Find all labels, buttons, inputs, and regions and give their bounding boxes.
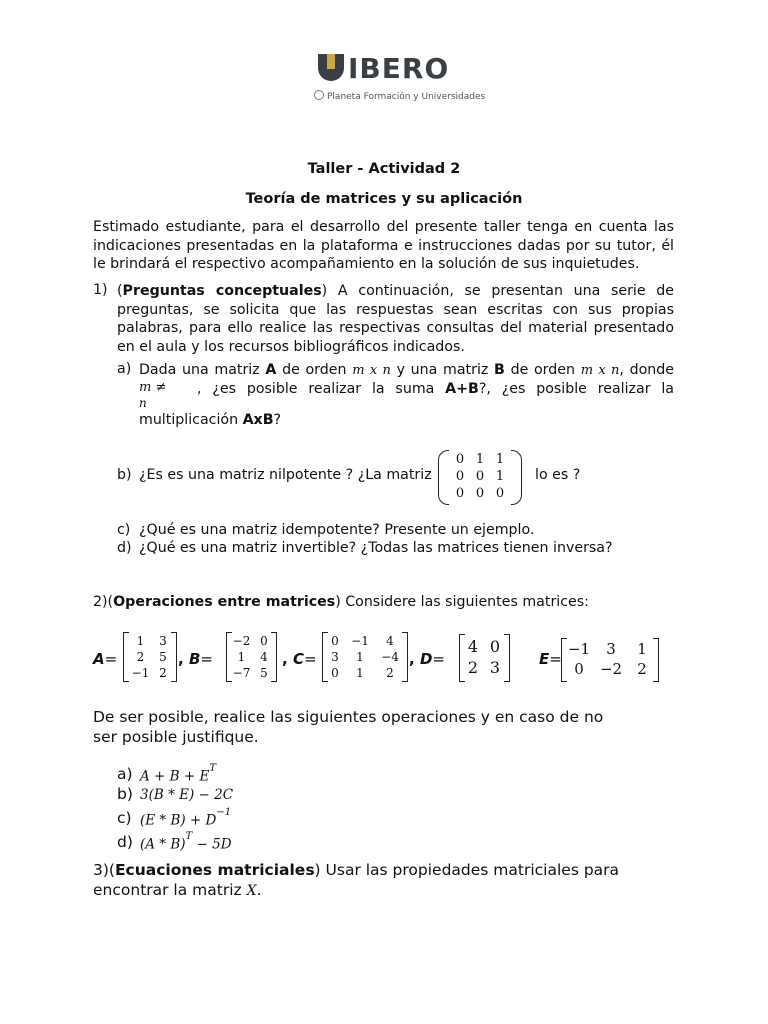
matrix-b (226, 632, 277, 682)
nilpotent-matrix-cell-0-1: 1 (475, 452, 485, 467)
matrix-e-cell-0-0: −1 (567, 640, 591, 658)
matrix-b-cell-0-0: −2 (232, 634, 251, 648)
matrix-d-label: , D= (409, 650, 445, 668)
matrix-c-cell-1-2: −4 (381, 650, 399, 664)
matrix-c-cell-0-1: −1 (351, 634, 369, 648)
matrix-a-cell-1-0: 2 (136, 650, 145, 664)
matrix-b-cell-1-1: 4 (260, 650, 268, 664)
matrix-c-label: , C= (282, 650, 317, 668)
logo-tagline: Planeta Formación y Universidades (314, 90, 485, 102)
section3-heading: 3)(Ecuaciones matriciales) Usar las propiedades matriciales para (93, 861, 620, 879)
section2-heading: 2)(Operaciones entre matrices) Considere las siguientes matrices: (93, 594, 589, 610)
intro-paragraph: Estimado estudiante, para el desarrollo del presente taller tenga en cuenta las indicaciones presentadas en la plataforma e instrucciones dadas por su tutor, él le brindará el respectivo acompañamiento en la solución de sus inquietudes. (93, 219, 674, 272)
matrix-c-cell-2-1: 1 (356, 666, 364, 680)
left-paren (438, 450, 449, 505)
matrix-b-cell-0-1: 0 (260, 634, 268, 648)
matrix-c-cell-2-2: 2 (386, 666, 394, 680)
logo-brand: IBERO (348, 52, 450, 85)
matrix-b-cell-2-0: −7 (232, 666, 251, 680)
q1a-line2: , ¿es posible realizar la suma A+B?, ¿es posible realizar la (197, 381, 674, 397)
nilpotent-matrix (438, 450, 522, 505)
matrix-d (459, 634, 510, 682)
operation-label: a) (117, 765, 133, 783)
matrix-e-cell-1-2: 2 (637, 660, 647, 678)
matrix-e-cell-0-1: 3 (606, 640, 616, 658)
matrix-a-cell-0-0: 1 (136, 634, 145, 648)
nilpotent-matrix-cell-2-0: 0 (455, 486, 465, 501)
q1c-label: c) (117, 522, 131, 538)
operation-expression: $A + B + E^T$ (140, 763, 216, 785)
matrix-d-cell-0-1: 0 (489, 637, 501, 656)
matrix-a-cell-2-1: 2 (159, 666, 167, 680)
operation-expression: 3(B * E) − 2C (140, 787, 234, 803)
matrix-b-label: , B= (178, 650, 213, 668)
matrix-e (561, 638, 659, 682)
matrix-c-cell-1-0: 3 (331, 650, 339, 664)
q1b-text: ¿Es es una matriz nilpotente ? ¿La matriz (139, 467, 432, 483)
matrix-b-cell-1-0: 1 (237, 650, 246, 664)
matrix-c-cell-0-0: 0 (331, 634, 339, 648)
right-paren (511, 450, 522, 505)
page-subtitle: Teoría de matrices y su aplicación (245, 191, 523, 207)
q1a-line3: multiplicación AxB? (139, 412, 282, 428)
q1a-neq: m ≠ (139, 380, 167, 395)
operation-expression: $(E * B) + D^{-1}$ (140, 807, 232, 829)
q1d-text: ¿Qué es una matriz invertible? ¿Todas las matrices tienen inversa? (139, 540, 613, 556)
nilpotent-matrix-grid (438, 450, 522, 504)
q1d-label: d) (117, 540, 132, 556)
matrix-e-label: E= (539, 650, 562, 668)
matrix-e-cell-1-1: −2 (599, 660, 623, 678)
matrix-a-label: A= (93, 650, 118, 668)
matrix-d-cell-1-0: 2 (467, 658, 479, 677)
matrix-c-cell-0-2: 4 (386, 634, 394, 648)
nilpotent-matrix-cell-0-0: 0 (455, 452, 465, 467)
matrix-d-cell-0-0: 4 (467, 637, 479, 656)
q1a-n: n (139, 396, 147, 410)
operation-label: c) (117, 809, 132, 827)
nilpotent-matrix-cell-2-1: 0 (475, 486, 485, 501)
matrix-a (123, 632, 177, 682)
matrix-a-cell-2-0: −1 (131, 666, 150, 680)
matrix-a-cell-1-1: 5 (159, 650, 167, 664)
matrix-c-cell-1-1: 1 (356, 650, 364, 664)
section2-instruction: De ser posible, realice las siguientes operaciones y en caso de no ser posible justifique. (93, 708, 604, 746)
matrix-e-cell-1-0: 0 (574, 660, 584, 678)
q1b-after: lo es ? (535, 467, 581, 483)
section1-title: Preguntas conceptuales (122, 283, 322, 299)
matrix-a-cell-0-1: 3 (159, 634, 167, 648)
nilpotent-matrix-cell-1-1: 0 (475, 469, 485, 484)
nilpotent-matrix-cell-0-2: 1 (495, 452, 505, 467)
ibero-logo (314, 50, 486, 106)
section1-body: (Preguntas conceptuales) A continuación, se presentan una serie de preguntas, se solicita que las respuestas sean escritas con sus propias palabras, para ello realice las respectivas consultas del material presentado en el aula y los recursos bibliográficos indicados. (117, 283, 675, 355)
nilpotent-matrix-cell-1-2: 1 (495, 469, 505, 484)
section3-line2: encontrar la matriz X. (93, 881, 262, 899)
q1c-text: ¿Qué es una matriz idempotente? Presente un ejemplo. (139, 522, 535, 538)
matrix-d-cell-1-1: 3 (489, 658, 501, 677)
operation-expression: (A * B)$^T$ − 5D (140, 831, 232, 853)
q1a-label: a) (117, 361, 132, 377)
q1b-label: b) (117, 467, 132, 483)
globe-icon (314, 90, 324, 100)
matrix-c (322, 632, 408, 682)
matrix-b-cell-2-1: 5 (260, 666, 268, 680)
matrix-e-cell-0-2: 1 (637, 640, 647, 658)
page-title: Taller - Actividad 2 (307, 161, 461, 177)
operation-label: d) (117, 833, 133, 851)
matrix-c-cell-2-0: 0 (331, 666, 339, 680)
nilpotent-matrix-cell-2-2: 0 (495, 486, 505, 501)
q1a-line1: Dada una matriz A de orden m x n y una matriz B de orden m x n, donde (139, 362, 674, 378)
operation-label: b) (117, 785, 133, 803)
ibero-shield-icon (316, 54, 346, 82)
nilpotent-matrix-cell-1-0: 0 (455, 469, 465, 484)
section1-number: 1) (93, 282, 108, 298)
